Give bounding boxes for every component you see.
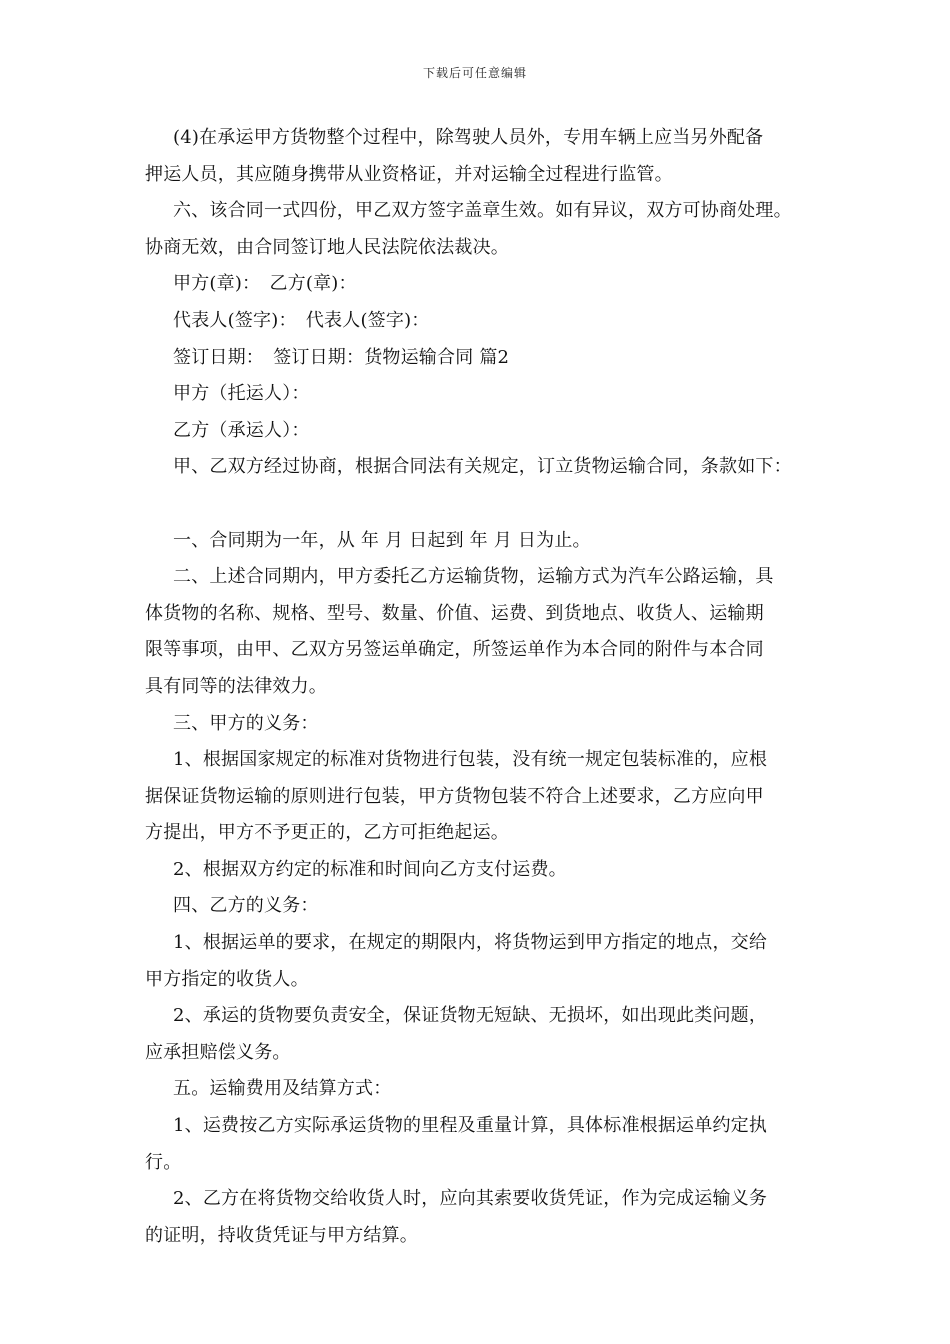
text-line: 甲方指定的收货人。	[145, 968, 309, 990]
text-line: 协商无效，由合同签订地人民法院依法裁决。	[145, 236, 509, 258]
text-line: 的证明，持收货凭证与甲方结算。	[145, 1224, 418, 1246]
text-line: 签订日期： 签订日期：货物运输合同 篇2	[173, 346, 510, 368]
text-line: 应承担赔偿义务。	[145, 1041, 291, 1063]
text-line: 押运人员，其应随身携带从业资格证，并对运输全过程进行监管。	[145, 163, 673, 185]
text-line: 代表人(签字)： 代表人(签字)：	[173, 309, 430, 331]
text-line: 甲方(章)： 乙方(章)：	[173, 273, 357, 295]
text-line: 具有同等的法律效力。	[145, 675, 327, 697]
text-line: 甲、乙双方经过协商，根据合同法有关规定，订立货物运输合同，条款如下：	[173, 456, 792, 478]
text-line: 行。	[145, 1151, 182, 1173]
text-line: 甲方（托运人）：	[173, 383, 310, 405]
text-line: 六、该合同一式四份，甲乙双方签字盖章生效。如有异议，双方可协商处理。	[173, 200, 792, 222]
text-line: 体货物的名称、规格、型号、数量、价值、运费、到货地点、收货人、运输期	[145, 602, 764, 624]
text-line: 方提出，甲方不予更正的，乙方可拒绝起运。	[145, 822, 509, 844]
contract-body	[145, 120, 825, 1254]
text-line: 2、根据双方约定的标准和时间向乙方支付运费。	[173, 858, 567, 880]
text-line: 1、根据运单的要求，在规定的期限内，将货物运到甲方指定的地点，交给	[173, 932, 768, 954]
text-line: 据保证货物运输的原则进行包装，甲方货物包装不符合上述要求，乙方应向甲	[145, 785, 764, 807]
text-line: 四、乙方的义务：	[173, 895, 319, 917]
text-line: (4)在承运甲方货物整个过程中，除驾驶人员外，专用车辆上应当另外配备	[173, 127, 764, 148]
text-line: 乙方（承运人）：	[173, 419, 310, 441]
text-line: 五。运输费用及结算方式：	[173, 1078, 392, 1100]
page-header: 下载后可任意编辑	[422, 66, 527, 80]
text-line: 一、合同期为一年，从 年 月 日起到 年 月 日为止。	[173, 529, 591, 551]
text-line: 2、承运的货物要负责安全，保证货物无短缺、无损坏，如出现此类问题，	[173, 1005, 768, 1027]
text-line: 三、甲方的义务：	[173, 712, 319, 734]
text-line: 1、根据国家规定的标准对货物进行包装，没有统一规定包装标准的，应根	[173, 749, 768, 771]
text-line: 二、上述合同期内，甲方委托乙方运输货物，运输方式为汽车公路运输，具	[173, 566, 774, 588]
text-line: 2、乙方在将货物交给收货人时，应向其索要收货凭证，作为完成运输义务	[173, 1188, 768, 1210]
paragraph-gap	[145, 486, 825, 523]
text-line: 1、运费按乙方实际承运货物的里程及重量计算，具体标准根据运单约定执	[173, 1115, 768, 1137]
text-line: 限等事项，由甲、乙双方另签运单确定，所签运单作为本合同的附件与本合同	[145, 639, 764, 661]
